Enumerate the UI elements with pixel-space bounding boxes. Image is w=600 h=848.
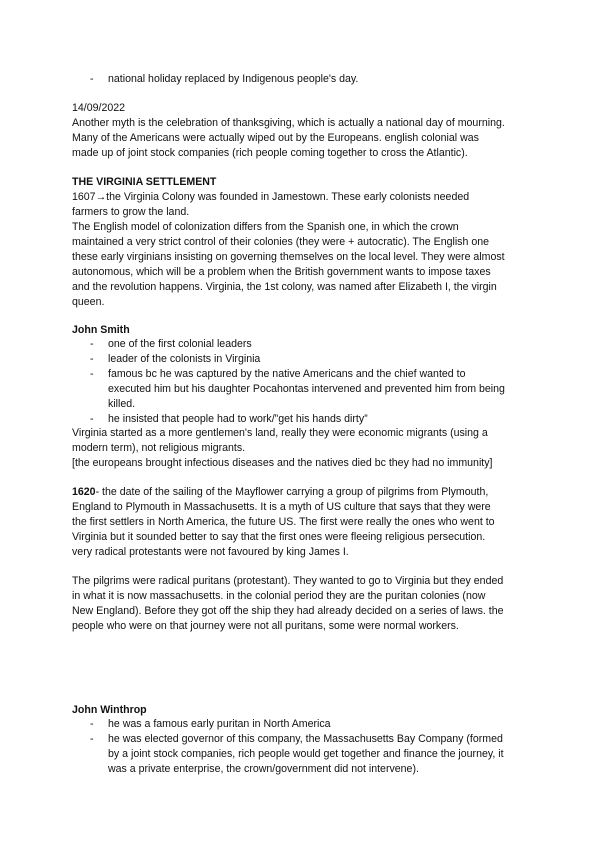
section-heading-john-smith: John Smith xyxy=(72,324,130,336)
john-smith-after-line: [the europeans brought infectious diseases and the natives died bc they had no immunity] xyxy=(72,457,493,469)
john-winthrop-bullet: he was a famous early puritan in North America xyxy=(108,718,331,730)
bullet-dash: - xyxy=(90,338,94,350)
bullet-dash: - xyxy=(90,368,94,380)
virginia-line: 1607→the Virginia Colony was founded in Jamestown. These early colonists needed xyxy=(72,191,470,203)
virginia-line: autonomous, which will be a problem when the British government wants to impose taxes xyxy=(72,266,491,278)
pilgrims-line: in what it is now massachusetts. in the colonial period they are the puritan colonies (now xyxy=(72,590,486,602)
virginia-line: queen. xyxy=(72,296,105,308)
intro-line: made up of joint stock companies (rich people coming together to cross the Atlantic). xyxy=(72,147,468,159)
mayflower-line: England to Plymouth in Massachusetts. It is a myth of US culture that says that they were xyxy=(72,501,491,513)
mayflower-line: the first settlers in North America, the future US. The first were really the ones who went to xyxy=(72,516,495,528)
virginia-line: these early virginians insisting on governing themselves on the local level. They were almost xyxy=(72,251,505,263)
mayflower-year: 1620 xyxy=(72,486,96,498)
bullet-dash: - xyxy=(90,353,94,365)
john-smith-after-line: Virginia started as a more gentlemen's land, really they were economic migrants (using a xyxy=(72,427,488,439)
intro-line: Another myth is the celebration of thanksgiving, which is actually a national day of mourning. xyxy=(72,117,505,129)
bullet-dash: - xyxy=(90,733,94,745)
section-heading-john-winthrop: John Winthrop xyxy=(72,704,147,716)
mayflower-line: very radical protestants were not favoured by king James I. xyxy=(72,546,349,558)
john-smith-bullet: leader of the colonists in Virginia xyxy=(108,353,261,365)
bullet-dash: - xyxy=(90,73,94,85)
john-winthrop-bullet-cont: was a private enterprise, the crown/government did not intervene). xyxy=(108,763,419,775)
virginia-line: maintained a very strict control of their colonies (they were + autocratic). The English one xyxy=(72,236,489,248)
section-heading-virginia: THE VIRGINIA SETTLEMENT xyxy=(72,176,217,188)
virginia-line: farmers to grow the land. xyxy=(72,206,190,218)
bullet-dash: - xyxy=(90,718,94,730)
john-smith-bullet-cont: executed him but his daughter Pocahontas intervened and prevented him from being xyxy=(108,383,505,395)
bullet-dash: - xyxy=(90,413,94,425)
virginia-line: and the revolution happens. Virginia, the 1st colony, was named after Elizabeth I, the virgin xyxy=(72,281,497,293)
pilgrims-line: New England). Before they got off the ship they had already decided on a series of laws. the xyxy=(72,605,504,617)
john-smith-bullet: one of the first colonial leaders xyxy=(108,338,252,350)
john-smith-bullet: famous bc he was captured by the native Americans and the chief wanted to xyxy=(108,368,466,380)
pilgrims-line: The pilgrims were radical puritans (protestant). They wanted to go to Virginia but they ended xyxy=(72,575,504,587)
john-winthrop-bullet: he was elected governor of this company, the Massachusetts Bay Company (formed xyxy=(108,733,503,745)
top-bullet: national holiday replaced by Indigenous people's day. xyxy=(108,73,359,85)
john-winthrop-bullet-cont: by a joint stock companies, rich people would get together and finance the journey, it xyxy=(108,748,504,760)
mayflower-first-line xyxy=(72,485,488,499)
john-smith-bullet: he insisted that people had to work/”get his hands dirty” xyxy=(108,413,368,425)
intro-line: Many of the Americans were actually wiped out by the Europeans. english colonial was xyxy=(72,132,479,144)
date: 14/09/2022 xyxy=(72,102,126,114)
mayflower-line: Virginia but it sounded better to say that the first ones were fleeing religious persecution. xyxy=(72,531,486,543)
john-smith-after-line: modern term), not religious migrants. xyxy=(72,442,246,454)
pilgrims-line: people who were on that journey were not all puritans, some were normal workers. xyxy=(72,620,459,632)
john-smith-bullet-cont: killed. xyxy=(108,398,136,410)
mayflower-first-line-rest: - the date of the sailing of the Mayflower carrying a group of pilgrims from Plymouth, xyxy=(95,486,489,498)
virginia-line: The English model of colonization differs from the Spanish one, in which the crown xyxy=(72,221,459,233)
